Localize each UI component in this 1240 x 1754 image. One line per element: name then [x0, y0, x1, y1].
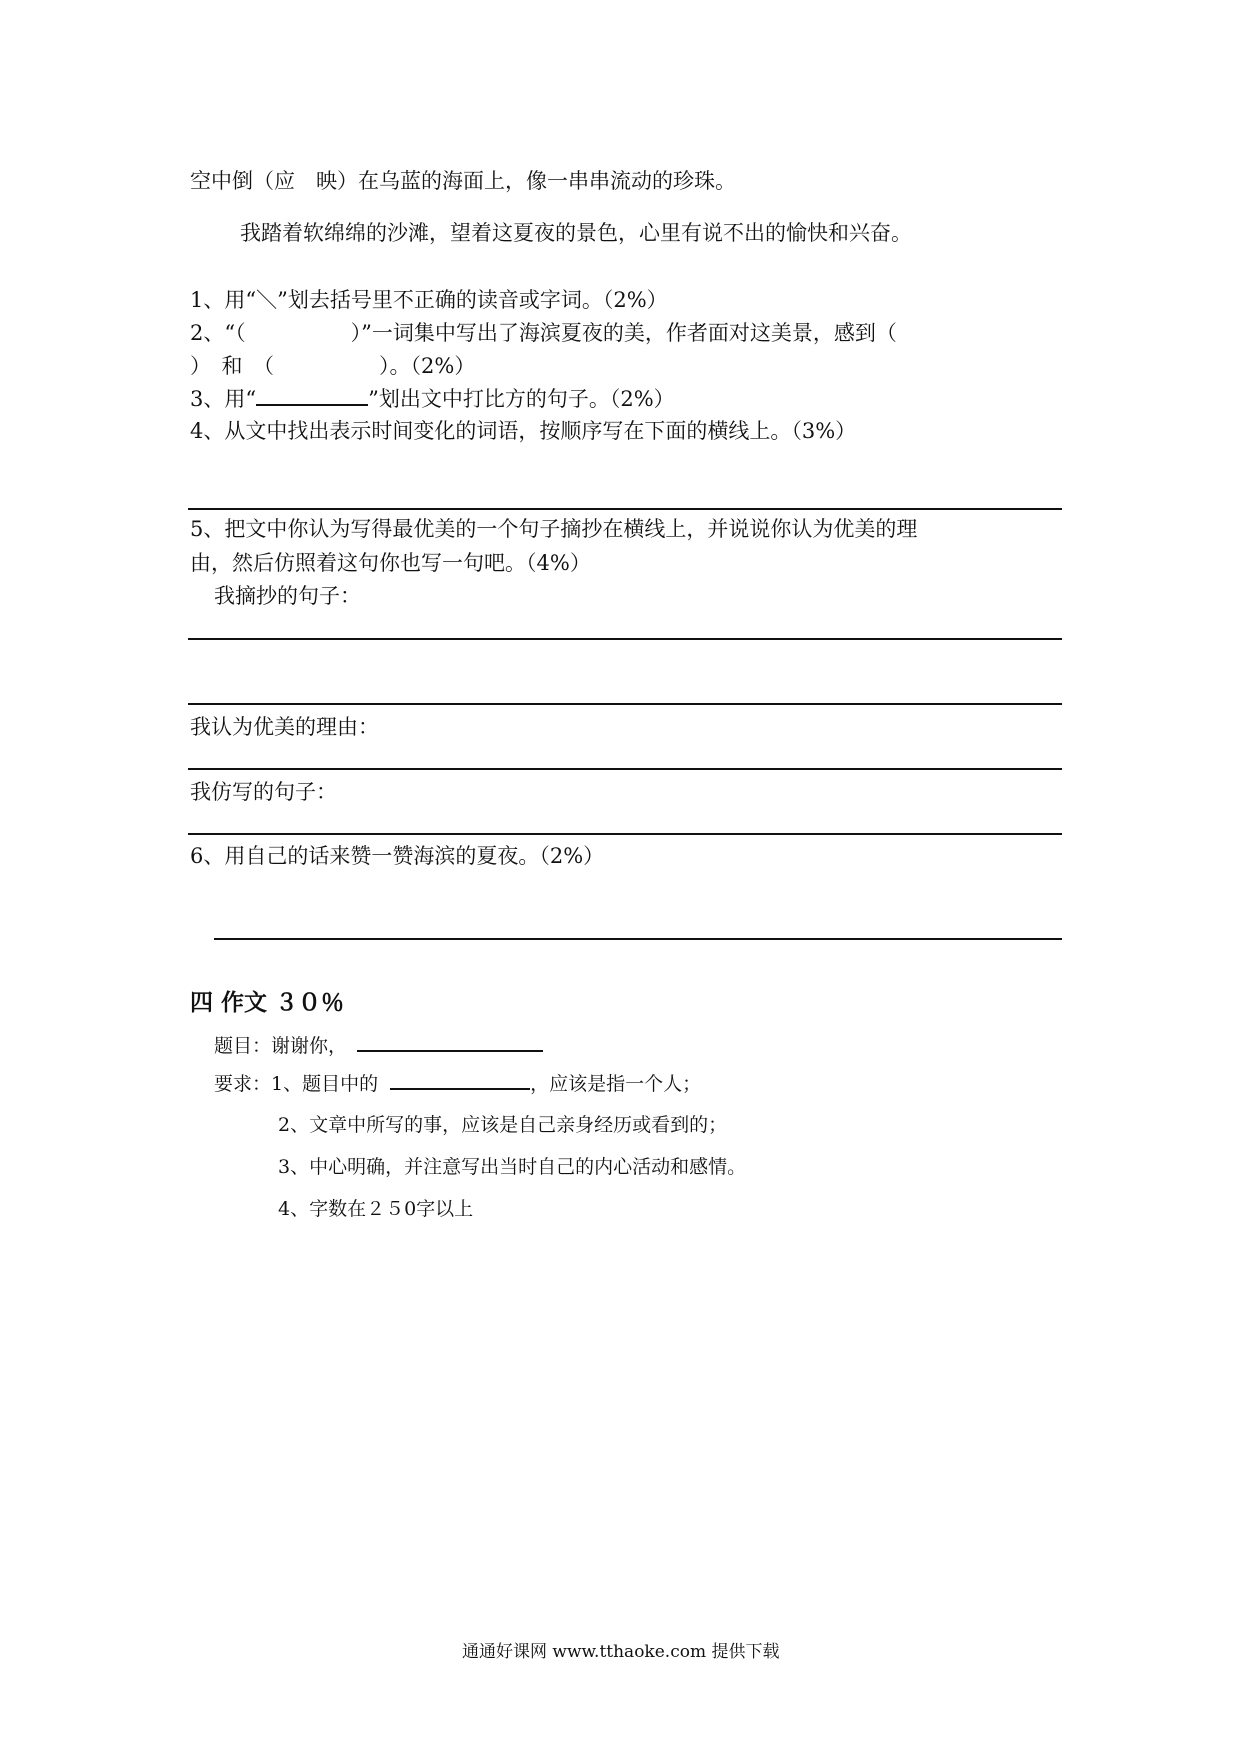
question-3-suffix: ”划出文中打比方的句子。（2%）	[368, 387, 675, 411]
page-footer: 通通好课网 www.tthaoke.com 提供下载	[462, 1642, 780, 1662]
reason-label: 我认为优美的理由：	[190, 715, 379, 739]
essay-requirement-prefix: 要求：1、题目中的	[214, 1073, 379, 1095]
passage-line-1: 空中倒（应 映）在乌蓝的海面上，像一串串流动的珍珠。	[190, 169, 736, 193]
question-3	[190, 384, 675, 414]
answer-line-copied-2	[188, 703, 1062, 705]
essay-requirement-4: 4、字数在２５0字以上	[278, 1198, 474, 1220]
copied-sentence-label: 我摘抄的句子：	[214, 584, 361, 608]
question-2-line-1: 2、“（ ）”一词集中写出了海滨夏夜的美，作者面对这美景，感到（	[190, 321, 897, 345]
question-2-line-2: ） 和 （ ）。（2%）	[190, 354, 476, 378]
essay-title-blank	[357, 1030, 543, 1052]
essay-heading: 四 作文 ３０％	[190, 989, 345, 1016]
question-1: 1、用“＼”划去括号里不正确的读音或字词。（2%）	[190, 288, 668, 312]
underline-sample	[256, 384, 368, 406]
question-6: 6、用自己的话来赞一赞海滨的夏夜。（2%）	[190, 844, 605, 868]
answer-line-copied-1	[188, 638, 1062, 640]
question-3-prefix: 3、用“	[190, 387, 257, 411]
essay-requirement-2: 2、文章中所写的事，应该是自己亲身经历或看到的；	[278, 1114, 728, 1136]
essay-requirement-1	[214, 1068, 701, 1099]
answer-line-reason	[188, 768, 1062, 770]
imitation-label: 我仿写的句子：	[190, 780, 337, 804]
essay-title-label: 题目：谢谢你，	[214, 1035, 348, 1057]
question-5-line-1: 5、把文中你认为写得最优美的一个句子摘抄在横线上，并说说你认为优美的理	[190, 517, 918, 541]
essay-requirement-blank	[390, 1068, 530, 1090]
question-4: 4、从文中找出表示时间变化的词语，按顺序写在下面的横线上。（3%）	[190, 419, 857, 443]
essay-requirement-3: 3、中心明确，并注意写出当时自己的内心活动和感情。	[278, 1156, 747, 1178]
question-5-line-2: 由，然后仿照着这句你也写一句吧。（4%）	[190, 551, 591, 575]
essay-title	[214, 1030, 543, 1061]
answer-line-q6	[214, 938, 1062, 940]
passage-line-2: 我踏着软绵绵的沙滩，望着这夏夜的景色，心里有说不出的愉快和兴奋。	[240, 221, 912, 245]
answer-line-imitation	[188, 833, 1062, 835]
essay-requirement-1-suffix: ，应该是指一个人；	[530, 1073, 702, 1095]
answer-line-q4	[188, 508, 1062, 510]
